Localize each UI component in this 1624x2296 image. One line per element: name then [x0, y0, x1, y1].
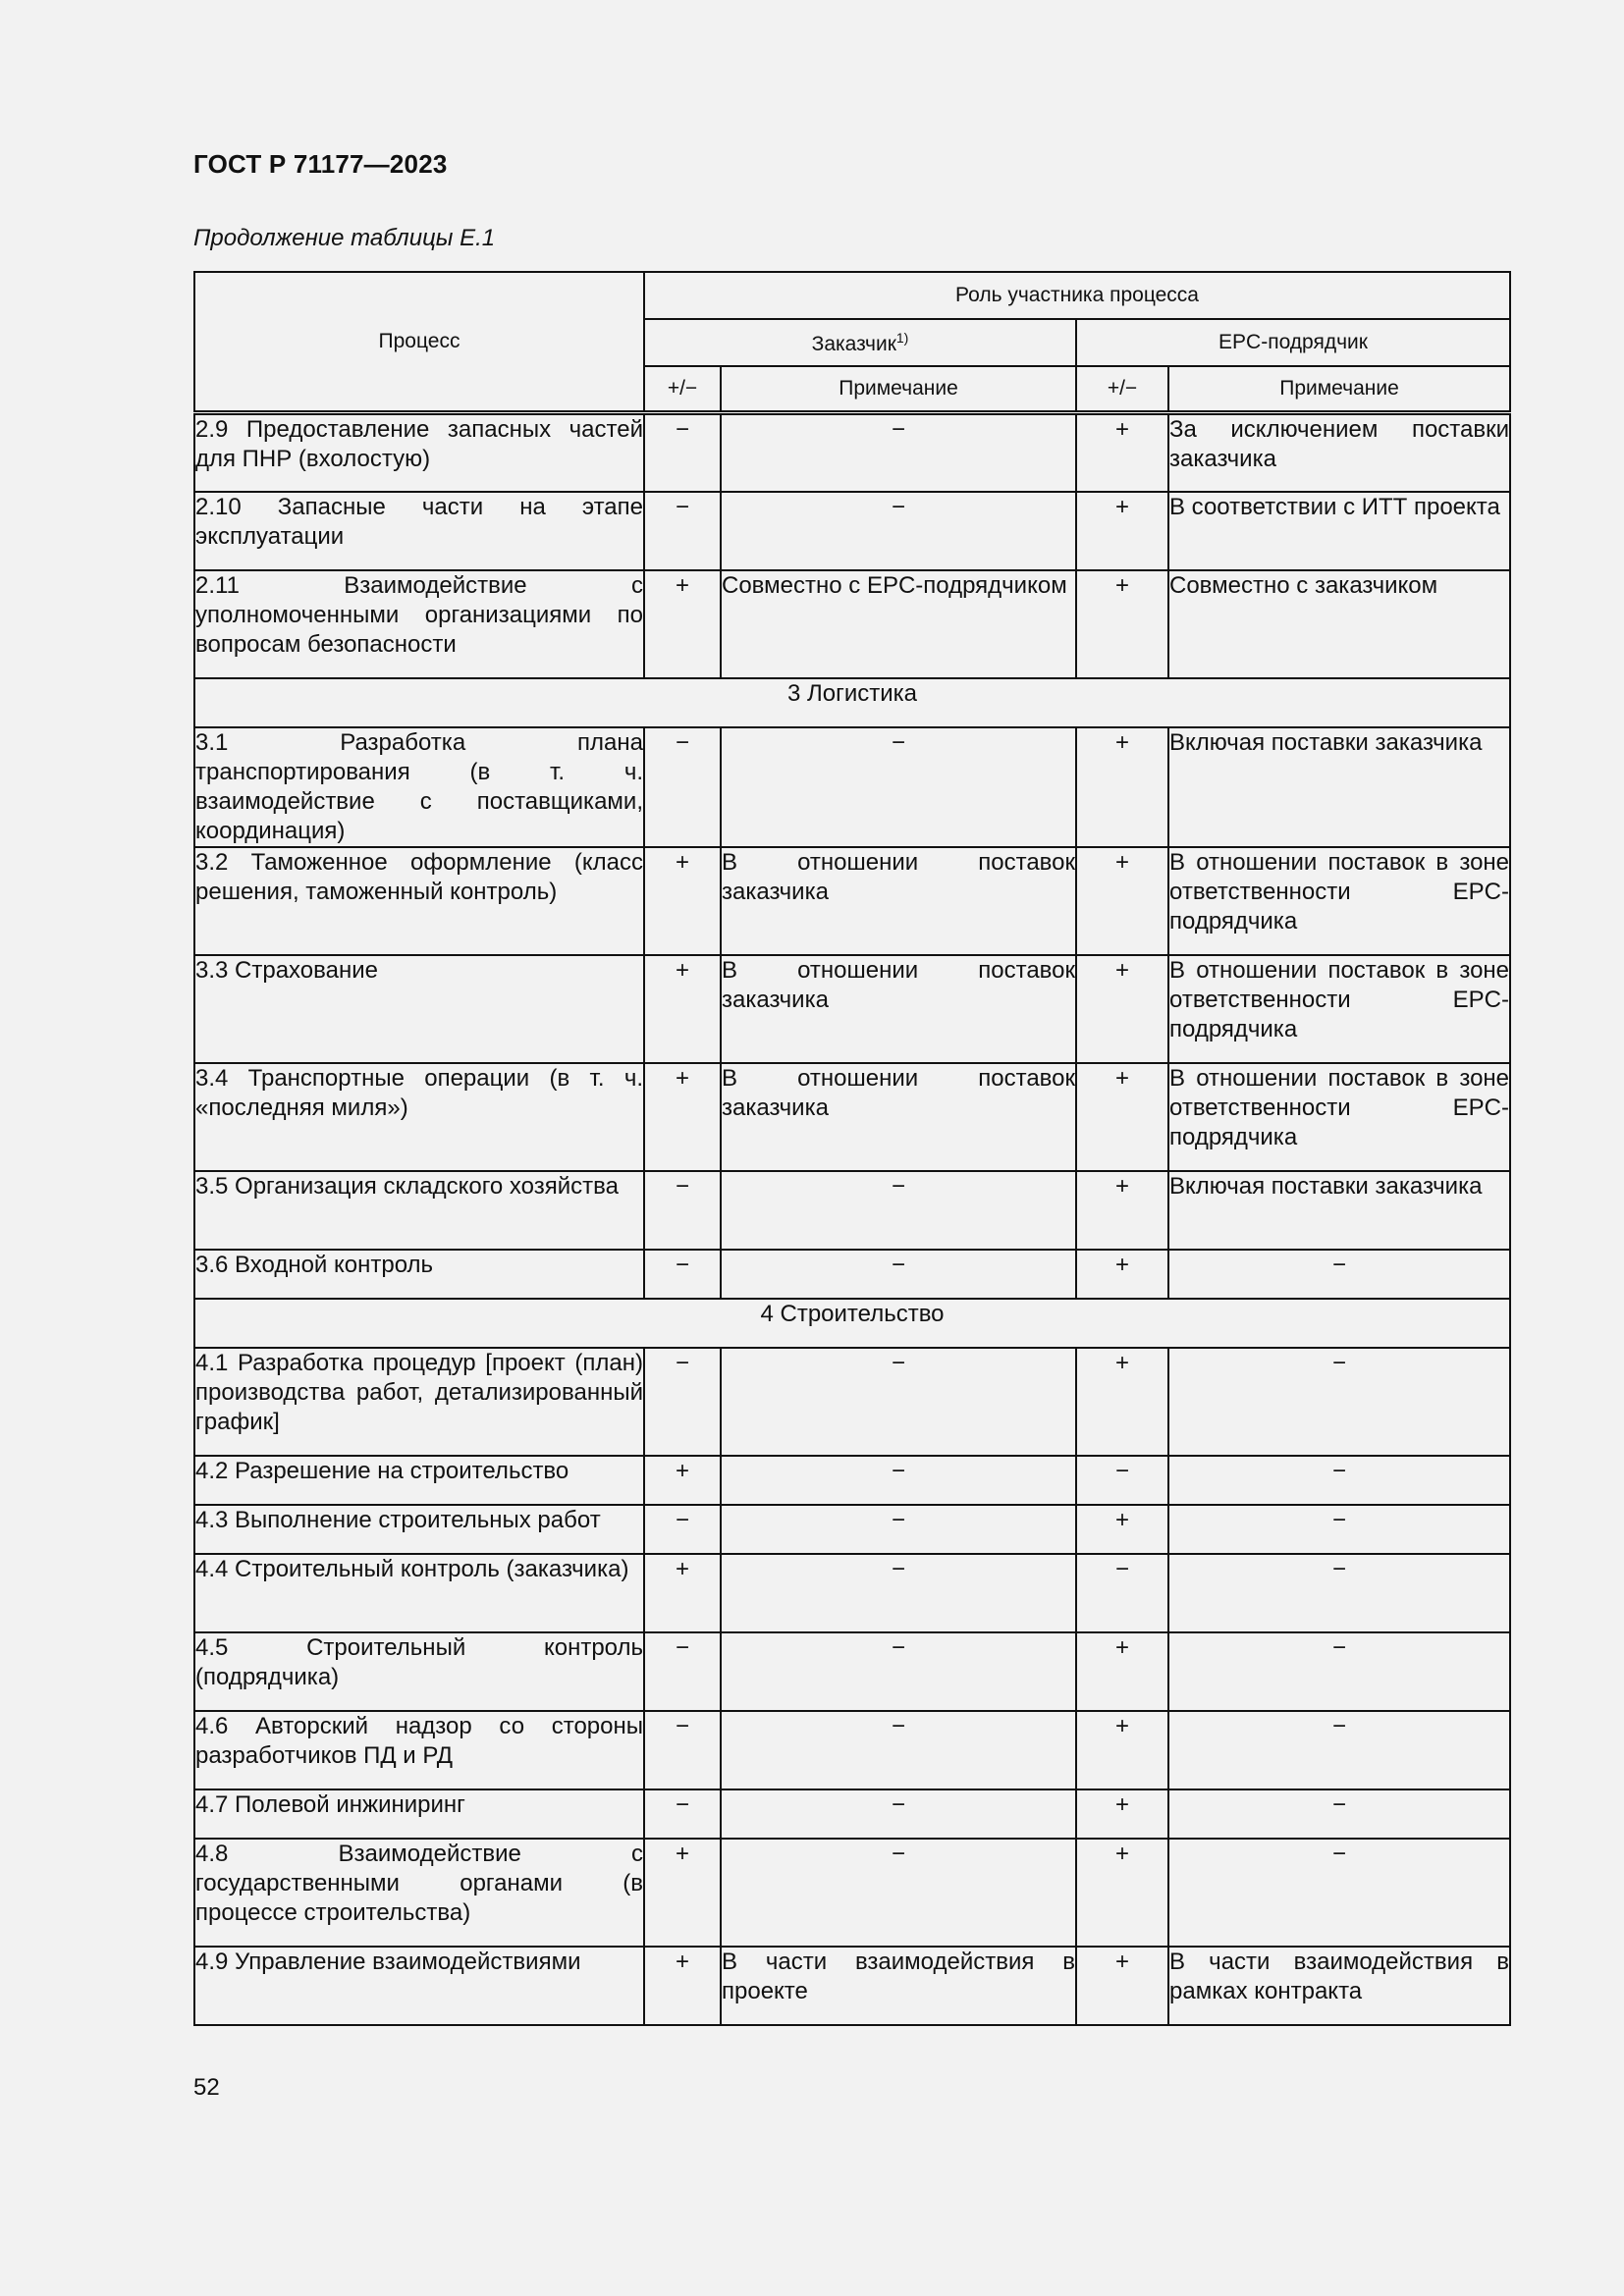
header-process: Процесс — [194, 272, 644, 413]
table-row — [194, 847, 1510, 955]
epc-sign-cell: + — [1076, 1171, 1168, 1250]
epc-sign-cell: + — [1076, 1711, 1168, 1789]
customer-note-cell: Совместно с EPC-подрядчиком — [721, 570, 1076, 678]
customer-note-cell: В отношении поставок заказчика — [721, 847, 1076, 955]
customer-sign-cell: + — [644, 955, 721, 1063]
customer-note-cell: − — [721, 1171, 1076, 1250]
customer-sign-cell: − — [644, 1505, 721, 1554]
customer-sign-cell: − — [644, 1250, 721, 1299]
table-caption: Продолжение таблицы Е.1 — [193, 225, 496, 251]
customer-note-cell: − — [721, 1839, 1076, 1947]
epc-note-cell: − — [1168, 1789, 1510, 1839]
epc-sign-cell: + — [1076, 1947, 1168, 2025]
table-row — [194, 955, 1510, 1063]
epc-sign-cell: + — [1076, 727, 1168, 847]
customer-note-cell: − — [721, 1456, 1076, 1505]
epc-note-cell: − — [1168, 1632, 1510, 1711]
section-heading: 3 Логистика — [194, 678, 1510, 727]
customer-sign-cell: − — [644, 1348, 721, 1456]
header-role: Роль участника процесса — [644, 272, 1510, 319]
epc-sign-cell: + — [1076, 1632, 1168, 1711]
page-number: 52 — [193, 2074, 220, 2101]
customer-sign-cell: + — [644, 1554, 721, 1632]
process-cell: 3.4 Транспортные операции (в т. ч. «последняя миля») — [194, 1063, 644, 1171]
table-row — [194, 1947, 1510, 2025]
header-customer-sign: +/− — [644, 366, 721, 413]
table-row — [194, 1171, 1510, 1250]
customer-sign-cell: − — [644, 1711, 721, 1789]
header-epc: EPC-подрядчик — [1076, 319, 1510, 366]
customer-sign-cell: − — [644, 1632, 721, 1711]
table-row — [194, 1063, 1510, 1171]
process-roles-table — [193, 271, 1511, 2026]
epc-sign-cell: + — [1076, 492, 1168, 570]
epc-note-cell: Совместно с заказчиком — [1168, 570, 1510, 678]
customer-note-cell: − — [721, 1632, 1076, 1711]
epc-sign-cell: + — [1076, 1789, 1168, 1839]
customer-note-cell: − — [721, 1711, 1076, 1789]
customer-note-cell: − — [721, 1505, 1076, 1554]
epc-sign-cell: + — [1076, 1348, 1168, 1456]
process-cell: 4.8 Взаимодействие с государственными органами (в процессе строительства) — [194, 1839, 644, 1947]
process-cell: 2.10 Запасные части на этапе эксплуатации — [194, 492, 644, 570]
epc-note-cell: − — [1168, 1839, 1510, 1947]
table-row — [194, 492, 1510, 570]
header-customer-label: Заказчик — [811, 332, 896, 355]
customer-note-cell: − — [721, 413, 1076, 492]
customer-note-cell: − — [721, 1250, 1076, 1299]
table-row — [194, 1250, 1510, 1299]
process-cell: 2.9 Предоставление запасных частей для ПНР (вхолостую) — [194, 413, 644, 492]
section-row — [194, 1299, 1510, 1348]
header-customer — [644, 319, 1076, 366]
process-cell: 4.6 Авторский надзор со стороны разработчиков ПД и РД — [194, 1711, 644, 1789]
customer-sign-cell: + — [644, 1839, 721, 1947]
epc-sign-cell: + — [1076, 570, 1168, 678]
customer-sign-cell: + — [644, 1063, 721, 1171]
customer-note-cell: − — [721, 1554, 1076, 1632]
table-body — [194, 413, 1510, 2025]
table-row — [194, 1554, 1510, 1632]
epc-note-cell: Включая поставки заказчика — [1168, 727, 1510, 847]
table-row — [194, 1456, 1510, 1505]
epc-sign-cell: + — [1076, 1839, 1168, 1947]
customer-sign-cell: − — [644, 1789, 721, 1839]
customer-sign-cell: − — [644, 727, 721, 847]
customer-sign-cell: − — [644, 1171, 721, 1250]
epc-note-cell: За исключением поставки заказчика — [1168, 413, 1510, 492]
epc-note-cell: − — [1168, 1554, 1510, 1632]
customer-note-cell: В части взаимодействия в проекте — [721, 1947, 1076, 2025]
process-cell: 4.2 Разрешение на строительство — [194, 1456, 644, 1505]
epc-sign-cell: + — [1076, 413, 1168, 492]
process-cell: 4.3 Выполнение строительных работ — [194, 1505, 644, 1554]
header-epc-note: Примечание — [1168, 366, 1510, 413]
process-cell: 3.6 Входной контроль — [194, 1250, 644, 1299]
customer-sign-cell: − — [644, 492, 721, 570]
section-heading: 4 Строительство — [194, 1299, 1510, 1348]
customer-sign-cell: + — [644, 847, 721, 955]
process-cell: 4.5 Строительный контроль (подрядчика) — [194, 1632, 644, 1711]
process-cell: 3.5 Организация складского хозяйства — [194, 1171, 644, 1250]
customer-note-cell: − — [721, 1348, 1076, 1456]
customer-note-cell: − — [721, 492, 1076, 570]
header-customer-footnote: 1) — [895, 329, 909, 346]
customer-note-cell: − — [721, 1789, 1076, 1839]
table-row — [194, 413, 1510, 492]
epc-note-cell: − — [1168, 1456, 1510, 1505]
epc-sign-cell: + — [1076, 847, 1168, 955]
customer-note-cell: В отношении поставок заказчика — [721, 1063, 1076, 1171]
process-cell: 3.3 Страхование — [194, 955, 644, 1063]
process-cell: 3.2 Таможенное оформление (класс решения, таможенный контроль) — [194, 847, 644, 955]
epc-note-cell: В части взаимодействия в рамках контракта — [1168, 1947, 1510, 2025]
epc-sign-cell: − — [1076, 1554, 1168, 1632]
table-row — [194, 570, 1510, 678]
customer-note-cell: − — [721, 727, 1076, 847]
epc-note-cell: В отношении поставок в зоне ответственности EPC-подрядчика — [1168, 955, 1510, 1063]
epc-sign-cell: + — [1076, 955, 1168, 1063]
epc-sign-cell: + — [1076, 1063, 1168, 1171]
epc-sign-cell: + — [1076, 1505, 1168, 1554]
customer-sign-cell: + — [644, 570, 721, 678]
epc-note-cell: − — [1168, 1711, 1510, 1789]
epc-note-cell: В отношении поставок в зоне ответственности EPC-подрядчика — [1168, 1063, 1510, 1171]
epc-note-cell: − — [1168, 1505, 1510, 1554]
document-title: ГОСТ Р 71177—2023 — [193, 149, 448, 179]
customer-sign-cell: + — [644, 1947, 721, 2025]
header-epc-sign: +/− — [1076, 366, 1168, 413]
epc-note-cell: Включая поставки заказчика — [1168, 1171, 1510, 1250]
epc-note-cell: В отношении поставок в зоне ответственности EPC-подрядчика — [1168, 847, 1510, 955]
table-row — [194, 1839, 1510, 1947]
customer-sign-cell: − — [644, 413, 721, 492]
process-cell: 4.9 Управление взаимодействиями — [194, 1947, 644, 2025]
process-cell: 3.1 Разработка плана транспортирования (в т. ч. взаимодействие с поставщиками, координация) — [194, 727, 644, 847]
customer-note-cell: В отношении поставок заказчика — [721, 955, 1076, 1063]
table-row — [194, 1632, 1510, 1711]
table-row — [194, 1505, 1510, 1554]
customer-sign-cell: + — [644, 1456, 721, 1505]
section-row — [194, 678, 1510, 727]
process-cell: 4.1 Разработка процедур [проект (план) производства работ, детализированный график] — [194, 1348, 644, 1456]
epc-note-cell: В соответствии с ИТТ проекта — [1168, 492, 1510, 570]
header-customer-note: Примечание — [721, 366, 1076, 413]
table-row — [194, 1711, 1510, 1789]
process-cell: 2.11 Взаимодействие с уполномоченными организациями по вопросам безопасности — [194, 570, 644, 678]
epc-note-cell: − — [1168, 1250, 1510, 1299]
epc-sign-cell: + — [1076, 1250, 1168, 1299]
table-row — [194, 1348, 1510, 1456]
table-row — [194, 727, 1510, 847]
epc-note-cell: − — [1168, 1348, 1510, 1456]
epc-sign-cell: − — [1076, 1456, 1168, 1505]
table-row — [194, 1789, 1510, 1839]
process-cell: 4.4 Строительный контроль (заказчика) — [194, 1554, 644, 1632]
process-cell: 4.7 Полевой инжиниринг — [194, 1789, 644, 1839]
